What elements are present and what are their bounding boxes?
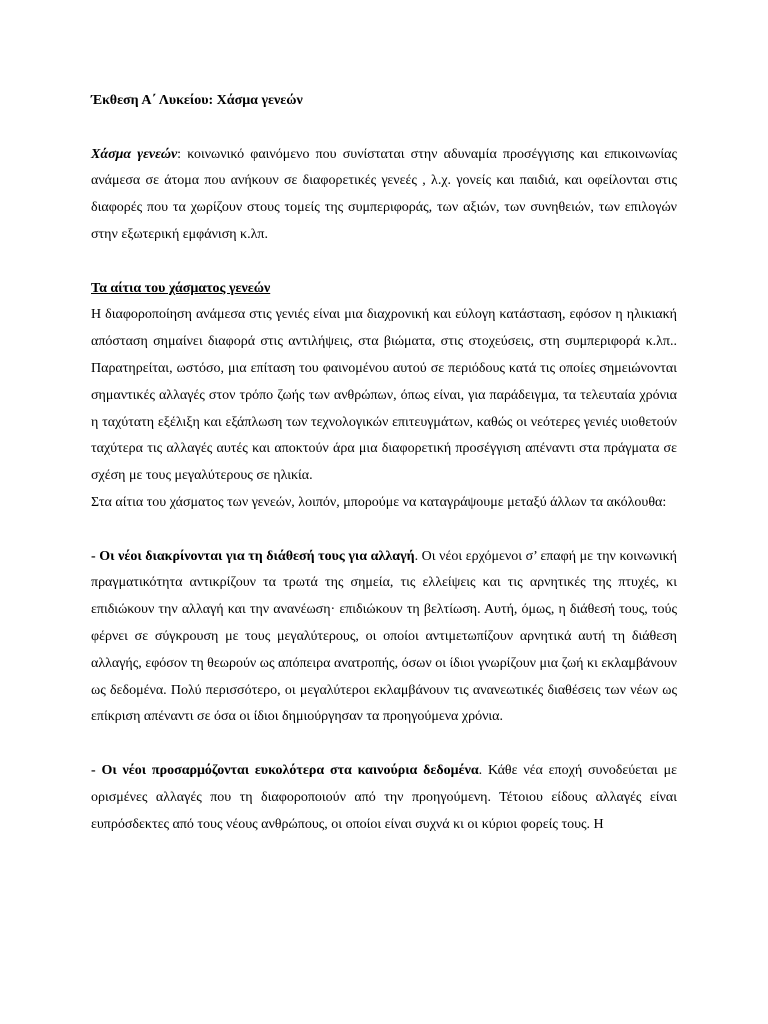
cause-point-2 — [91, 758, 677, 838]
section-title: Τα αίτια του χάσματος γενεών — [91, 280, 271, 296]
spacer — [91, 731, 677, 758]
causes-intro-paragraph: Η διαφοροποίηση ανάμεσα στις γενιές είναι μια διαχρονική και εύλογη κατάσταση, εφόσον η ηλικιακή απόσταση σημαίνει διαφορά στις αντιλήψεις, στα βιώματα, στις στοχεύσεις, στη συμπεριφορά κ.λπ.. Παρατηρείται, ωστόσο, μια επίταση του φαινομένου αυτού σε περιόδους κατά τις οποίες σημειώνονται σημαντικές αλλαγές στον τρόπο ζωής των ανθρώπων, όπως είναι, για παράδειγμα, τα τελευταία χρόνια η ταχύτατη εξέλιξη και εξάπλωση των τεχνολογικών επιτευγμάτων, καθώς οι νεότερες γενιές υιοθετούν ταχύτερα τις αλλαγές αυτές και αποκτούν άρα μια διαφορετική προσέγγιση απέναντι στα πράγματα σε σχέση με τους μεγαλύτερους σε ηλικία. — [91, 307, 677, 484]
definition-term: Χάσμα γενεών — [91, 146, 178, 162]
causes-lead-paragraph: Στα αίτια του χάσματος των γενεών, λοιπόν, μπορούμε να καταγράψουμε μεταξύ άλλων τα ακόλουθα: — [91, 494, 667, 510]
cause-point-text: . Κάθε νέα εποχή συνοδεύεται με ορισμένες αλλαγές που τη διαφοροποιούν από την προηγούμενη. Τέτοιου είδους αλλαγές είναι ευπρόσδεκτες από τους νέους ανθρώπους, οι οποίοι είναι συχνά κι οι κύριοι φορείς τους. Η — [91, 762, 677, 832]
cause-point-heading: - Οι νέοι προσαρμόζονται ευκολότερα στα καινούρια δεδομένα — [91, 762, 479, 778]
document-title: Έκθεση Α΄ Λυκείου: Χάσμα γενεών — [91, 93, 303, 108]
spacer — [91, 249, 677, 276]
cause-point-1 — [91, 544, 677, 732]
definition-text: : κοινωνικό φαινόμενο που συνίσταται στην αδυναμία προσέγγισης και επικοινωνίας ανάμεσα σε άτομα που ανήκουν σε διαφορετικές γενεές , λ.χ. γονείς και παιδιά, και οφείλονται στις διαφορές που τα χωρίζουν στους τομείς της συμπεριφοράς, των αξιών, των συνηθειών, των επιλογών στην εξωτερική εμφάνιση κ.λπ. — [91, 146, 677, 242]
cause-point-text: . Οι νέοι ερχόμενοι σ’ επαφή με την κοινωνική πραγματικότητα αντικρίζουν τα τρωτά της σημεία, τις ελλείψεις και τις αρνητικές της πτυχές, κι επιδιώκουν την αλλαγή και την ανανέωση· επιδιώκουν τη βελτίωση. Αυτή, όμως, η διάθεσή τους, τούς φέρνει σε σύγκρουση με τους μεγαλύτερους, οι οποίοι αντιμετωπίζουν αρνητικά αυτή τη διάθεση αλλαγής, εφόσον τη θεωρούν ως απόπειρα ανατροπής, όσων οι ίδιοι γνωρίζουν μια ζωή κι εκλαμβάνουν ως δεδομένα. Πολύ περισσότερο, οι μεγαλύτεροι εκλαμβάνουν τις ανανεωτικές διαθέσεις των νέων ως επίκριση απέναντι σε όσα οι ίδιοι δημιούργησαν τα προηγούμενα χρόνια. — [91, 548, 677, 725]
definition-paragraph — [91, 142, 677, 249]
spacer — [91, 517, 677, 544]
document-page — [91, 88, 677, 838]
cause-point-heading: - Οι νέοι διακρίνονται για τη διάθεσή τους για αλλαγή — [91, 548, 415, 564]
